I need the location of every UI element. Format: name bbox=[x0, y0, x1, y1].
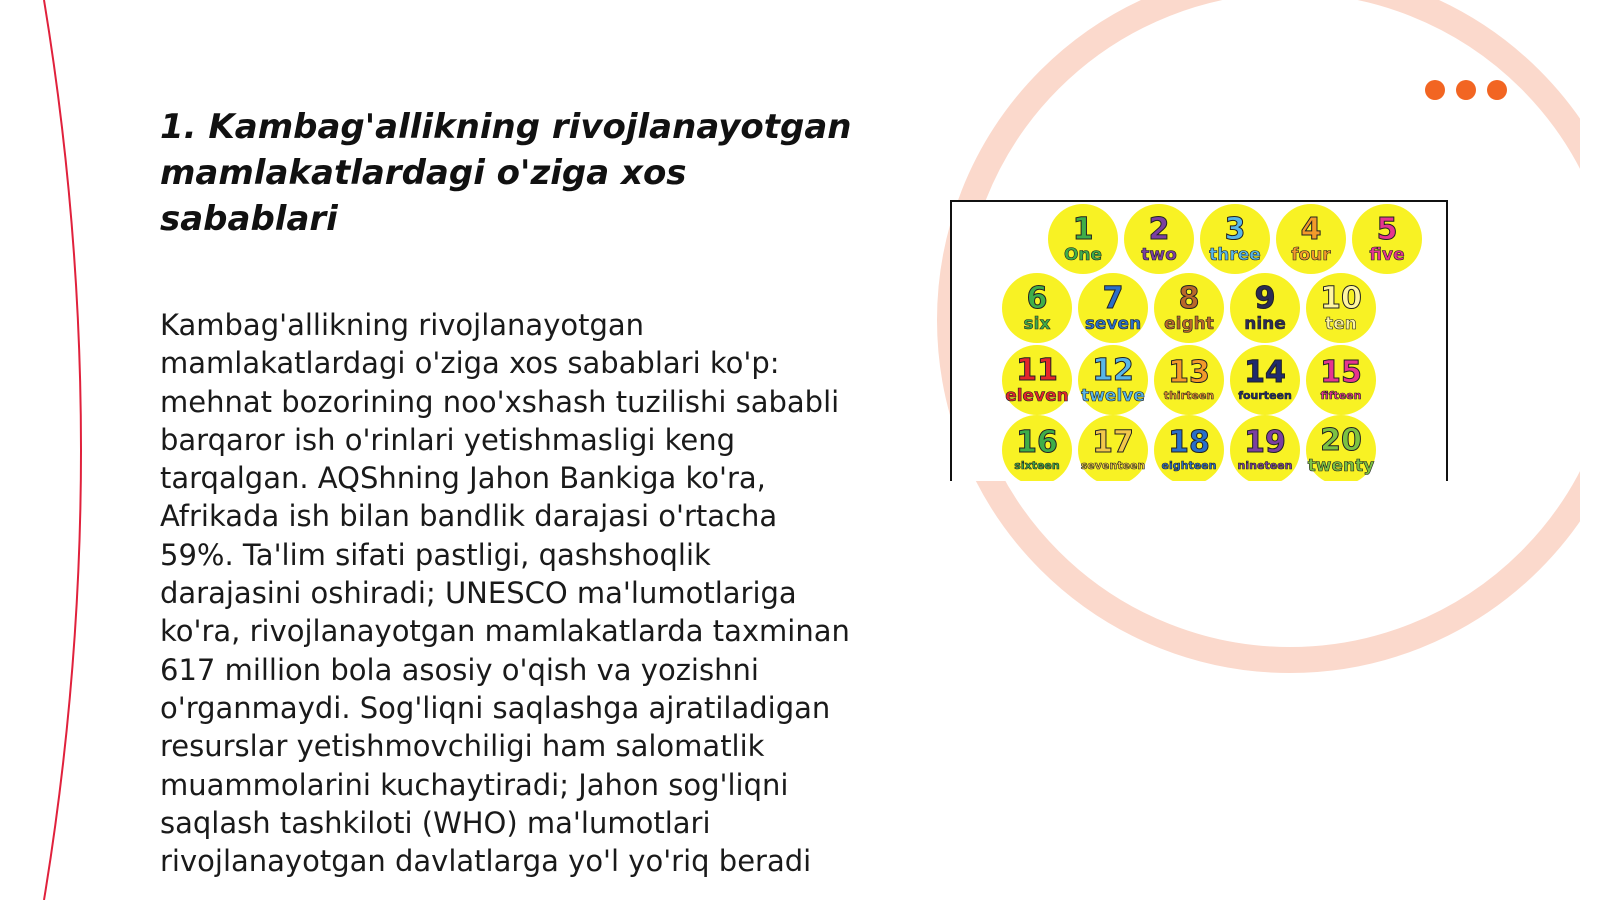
number-bubble-17 bbox=[1078, 415, 1148, 481]
number-digit: 15 bbox=[1320, 355, 1362, 390]
number-bubble-5 bbox=[1352, 204, 1422, 274]
number-word: nineteen bbox=[1237, 459, 1293, 472]
slide-body-text: Kambag'allikning rivojlanayotgan mamlakatlardagi o'ziga xos sabablari ko'p: mehnat bozorining noo'xshash tuzilishi sababli barqaror ish o'rinlari yetishmasligi keng tarqalgan. AQShning Jahon Bankiga ko'ra, Afrikada ish bilan bandlik darajasi o'rtacha 59%. Ta'lim sifati pastligi, qashshoqlik darajasini oshiradi; UNESCO ma'lumotlariga ko'ra, rivojlanayotgan mamlakatlarda taxminan 617 million bola asosiy o'qish va yozishni o'rganmaydi. Sog'liqni saqlashga ajratiladigan resurslar yetishmovchiligi ham salomatlik muammolarini kuchaytiradi; Jahon sog'liqni saqlash tashkiloti (WHO) ma'lumotlari rivojlanayotgan davlatlarga yo'l yo'riq beradi bbox=[160, 308, 850, 879]
more-dots-icon[interactable] bbox=[1425, 80, 1507, 100]
number-bubble-10 bbox=[1306, 273, 1376, 343]
number-word: nine bbox=[1244, 313, 1286, 334]
number-word: four bbox=[1291, 244, 1331, 265]
number-bubble-18 bbox=[1154, 415, 1224, 481]
left-red-arc bbox=[44, 0, 81, 900]
number-digit: 11 bbox=[1016, 352, 1058, 388]
dot bbox=[1425, 80, 1445, 100]
number-word: twelve bbox=[1081, 385, 1145, 406]
number-bubble-13 bbox=[1154, 345, 1224, 415]
number-bubble-1 bbox=[1048, 204, 1118, 274]
dot bbox=[1456, 80, 1476, 100]
number-word: three bbox=[1209, 244, 1261, 265]
number-word: ten bbox=[1325, 313, 1357, 334]
number-digit: 9 bbox=[1254, 280, 1276, 316]
number-digit: 18 bbox=[1168, 425, 1210, 460]
number-word: seven bbox=[1084, 313, 1142, 334]
number-word: seventeen bbox=[1080, 459, 1146, 472]
number-digit: 6 bbox=[1026, 280, 1048, 316]
number-word: eight bbox=[1164, 313, 1214, 334]
number-bubble-3 bbox=[1200, 204, 1270, 274]
number-word: eleven bbox=[1005, 385, 1069, 406]
number-digit: 16 bbox=[1016, 425, 1058, 460]
number-digit: 14 bbox=[1244, 355, 1286, 390]
number-digit: 1 bbox=[1072, 211, 1094, 247]
number-bubble-9 bbox=[1230, 273, 1300, 343]
number-digit: 19 bbox=[1244, 425, 1286, 460]
number-digit: 12 bbox=[1092, 352, 1134, 388]
number-word: One bbox=[1063, 244, 1103, 265]
number-bubble-14 bbox=[1230, 345, 1300, 415]
number-digit: 7 bbox=[1102, 280, 1124, 316]
number-bubble-11 bbox=[1002, 345, 1072, 415]
number-digit: 8 bbox=[1178, 280, 1200, 316]
number-digit: 5 bbox=[1376, 211, 1398, 247]
number-digit: 20 bbox=[1320, 422, 1362, 458]
dot bbox=[1487, 80, 1507, 100]
number-bubble-20 bbox=[1306, 415, 1376, 481]
numbers-grid bbox=[952, 202, 1448, 481]
number-bubble-4 bbox=[1276, 204, 1346, 274]
number-digit: 10 bbox=[1320, 280, 1362, 316]
number-bubble-16 bbox=[1002, 415, 1072, 481]
slide-title: 1. Kambag'allikning rivojlanayotgan mamlakatlardagi o'ziga xos sabablari bbox=[160, 107, 852, 239]
number-word: fifteen bbox=[1320, 389, 1362, 402]
number-bubble-2 bbox=[1124, 204, 1194, 274]
number-digit: 4 bbox=[1300, 211, 1322, 247]
number-digit: 13 bbox=[1168, 355, 1210, 390]
number-digit: 17 bbox=[1092, 425, 1134, 460]
ring-mask-right bbox=[1580, 0, 1600, 900]
number-digit: 2 bbox=[1148, 211, 1170, 247]
number-bubble-8 bbox=[1154, 273, 1224, 343]
number-word: eighteen bbox=[1161, 459, 1217, 472]
number-word: thirteen bbox=[1163, 389, 1215, 402]
number-word: fourteen bbox=[1238, 389, 1292, 402]
number-word: sixteen bbox=[1014, 459, 1060, 472]
number-bubble-15 bbox=[1306, 345, 1376, 415]
number-word: twenty bbox=[1307, 455, 1375, 476]
numbers-image bbox=[950, 200, 1448, 481]
number-digit: 3 bbox=[1224, 211, 1246, 247]
number-bubble-7 bbox=[1078, 273, 1148, 343]
number-word: six bbox=[1023, 313, 1051, 334]
number-bubble-12 bbox=[1078, 345, 1148, 415]
number-word: five bbox=[1369, 244, 1405, 265]
number-bubble-6 bbox=[1002, 273, 1072, 343]
number-bubble-19 bbox=[1230, 415, 1300, 481]
number-word: two bbox=[1141, 244, 1177, 265]
